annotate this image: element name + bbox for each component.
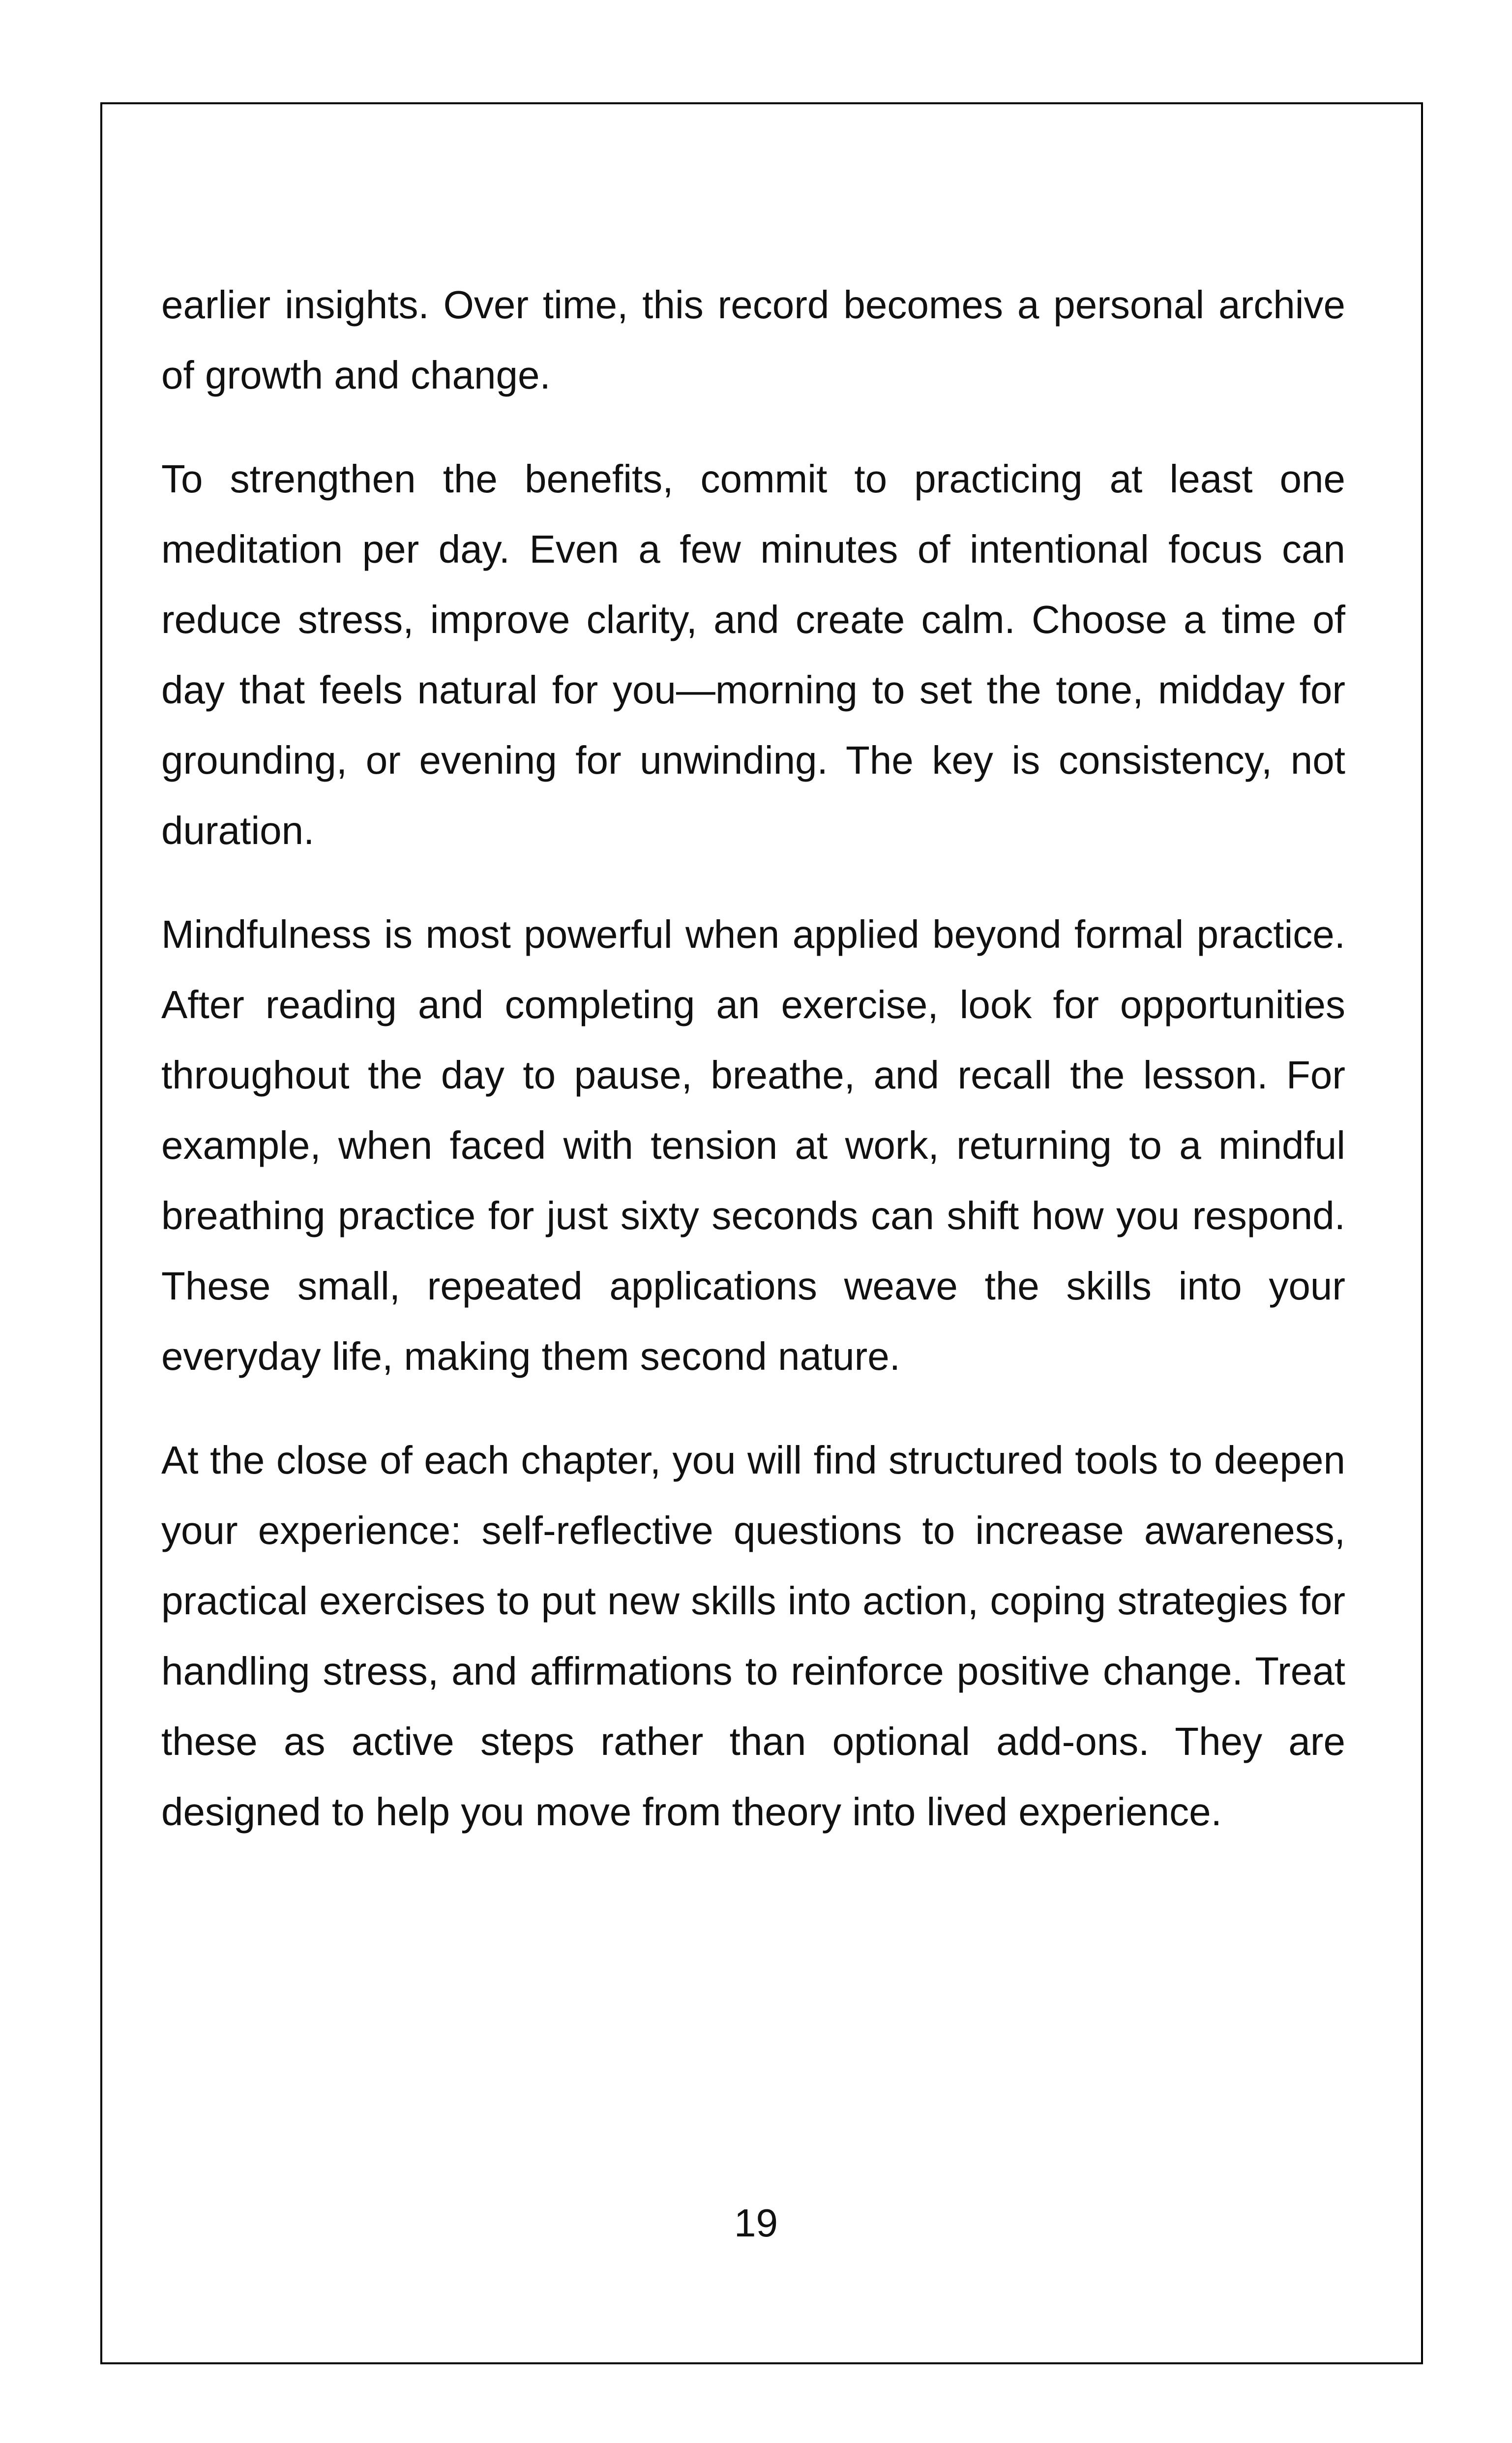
paragraph-4: At the close of each chapter, you will find structured tools to deepen your experience: self-reflective questions to increase awareness, practical exercises to put new skills into action, coping strategies for handling stress, and affirmations to reinforce positive change. Treat these as active steps rather than optional add-ons. They are designed to help you move from theory into lived experience. bbox=[161, 1438, 1345, 1834]
paragraph-3: Mindfulness is most powerful when applied beyond formal practice. After reading and completing an exercise, look for opportunities throughout the day to pause, breathe, and recall the lesson. For example, when faced with tension at work, returning to a mindful breathing practice for just sixty seconds can shift how you respond. These small, repeated applications weave the skills into your everyday life, making them second nature. bbox=[161, 912, 1345, 1378]
paragraph-2: To strengthen the benefits, commit to practicing at least one meditation per day. Even a few minutes of intentional focus can reduce stress, improve clarity, and create calm. Choose a time of day that feels natural for you—morning to set the tone, midday for grounding, or evening for unwinding. The key is consistency, not duration. bbox=[161, 457, 1345, 852]
paragraph-1: earlier insights. Over time, this record becomes a personal archive of growth and change. bbox=[161, 283, 1345, 397]
page-number: 19 bbox=[734, 2201, 778, 2245]
body-text bbox=[161, 270, 1345, 1847]
